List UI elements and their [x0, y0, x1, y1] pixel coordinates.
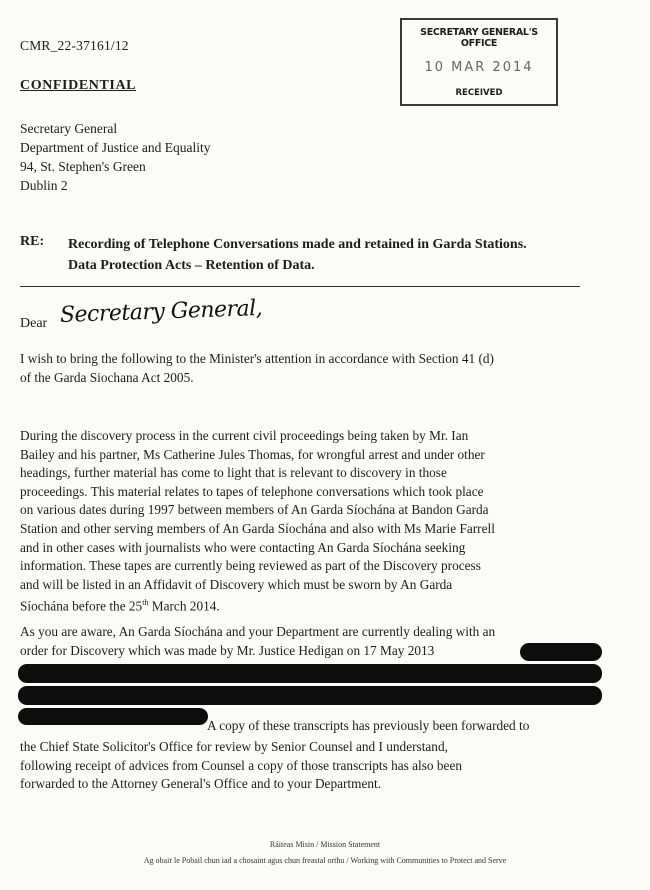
redaction-block: [18, 708, 208, 725]
stamp-date: 10 MAR 2014: [424, 60, 534, 75]
subject-line: [68, 234, 608, 276]
received-stamp: [400, 18, 558, 106]
paragraph-line: A copy of these transcripts has previously been forwarded to: [207, 718, 530, 733]
handwritten-salutation: Secretary General,: [59, 295, 263, 328]
paragraph-line: order for Discovery which was made by Mr. Justice Hedigan on 17 May 2013: [20, 642, 435, 658]
paragraph-line: forwarded to the Attorney General's Office and to your Department.: [20, 776, 382, 792]
reference-number: CMR_22-37161/12: [20, 38, 129, 53]
subject-line-1: Recording of Telephone Conversations made and retained in Garda Stations.: [68, 237, 527, 252]
paragraph-line: information. These tapes are currently being reviewed as part of the Discovery process: [20, 558, 481, 574]
paragraph-line: of the Garda Siochana Act 2005.: [20, 369, 194, 385]
mission-statement-title: Ráiteas Misin / Mission Statement: [269, 840, 381, 849]
paragraph-line: following receipt of advices from Counsel a copy of those transcripts has also been: [20, 757, 462, 773]
address-line: Dublin 2: [20, 178, 68, 193]
paragraph-line: and will be listed in an Affidavit of Discovery which must be sworn by An Garda: [20, 576, 453, 592]
paragraph-2: [20, 427, 595, 616]
subject-divider: [20, 286, 580, 287]
paragraph-3-end: [20, 738, 595, 794]
stamp-status: RECEIVED: [455, 88, 503, 98]
paragraph-line: Station and other serving members of An Garda Síochána and also with Ms Marie Farrell: [20, 520, 495, 536]
stamp-office: SECRETARY GENERAL'S OFFICE: [420, 27, 538, 49]
classification-heading: CONFIDENTIAL: [20, 78, 137, 93]
recipient-address: [20, 119, 210, 195]
paragraph-line: As you are aware, An Garda Síochána and your Department are currently dealing with an: [20, 624, 496, 639]
salutation: Dear: [20, 316, 48, 331]
paragraph-3-start: [20, 623, 595, 660]
paragraph-line-last: Síochána before the 25th March 2014.: [20, 598, 220, 614]
paragraph-line: and in other cases with journalists who were contacting An Garda Síochána seeking: [20, 539, 466, 555]
paragraph-line: headings, further material has come to light that is relevant to discovery in those: [20, 465, 447, 481]
subject-line-2: Data Protection Acts – Retention of Data.: [68, 258, 315, 273]
paragraph-1: [20, 350, 595, 387]
mission-statement-text: Ag obair le Pobail chun iad a chosaint agus chun freastal orthu / Working with Communities to Protect and Serve: [143, 856, 507, 865]
re-label: RE:: [20, 234, 45, 249]
paragraph-line: During the discovery process in the current civil proceedings being taken by Mr. Ian: [20, 428, 469, 443]
redaction-block: [520, 643, 602, 661]
paragraph-line: proceedings. This material relates to tapes of telephone conversations which took place: [20, 483, 484, 499]
redaction-block: [18, 686, 602, 705]
paragraph-3-resume: [207, 717, 597, 736]
paragraph-line: I wish to bring the following to the Minister's attention in accordance with Section 41 (d): [20, 351, 494, 366]
address-line: Department of Justice and Equality: [20, 140, 211, 155]
paragraph-line: the Chief State Solicitor's Office for review by Senior Counsel and I understand,: [20, 739, 448, 754]
address-line: 94, St. Stephen's Green: [20, 159, 146, 174]
paragraph-line: on various dates during 1997 between members of An Garda Síochána at Bandon Garda: [20, 502, 489, 518]
address-line: Secretary General: [20, 121, 118, 136]
redaction-block: [18, 664, 602, 683]
paragraph-line: Bailey and his partner, Ms Catherine Jules Thomas, for wrongful arrest and under other: [20, 446, 485, 462]
